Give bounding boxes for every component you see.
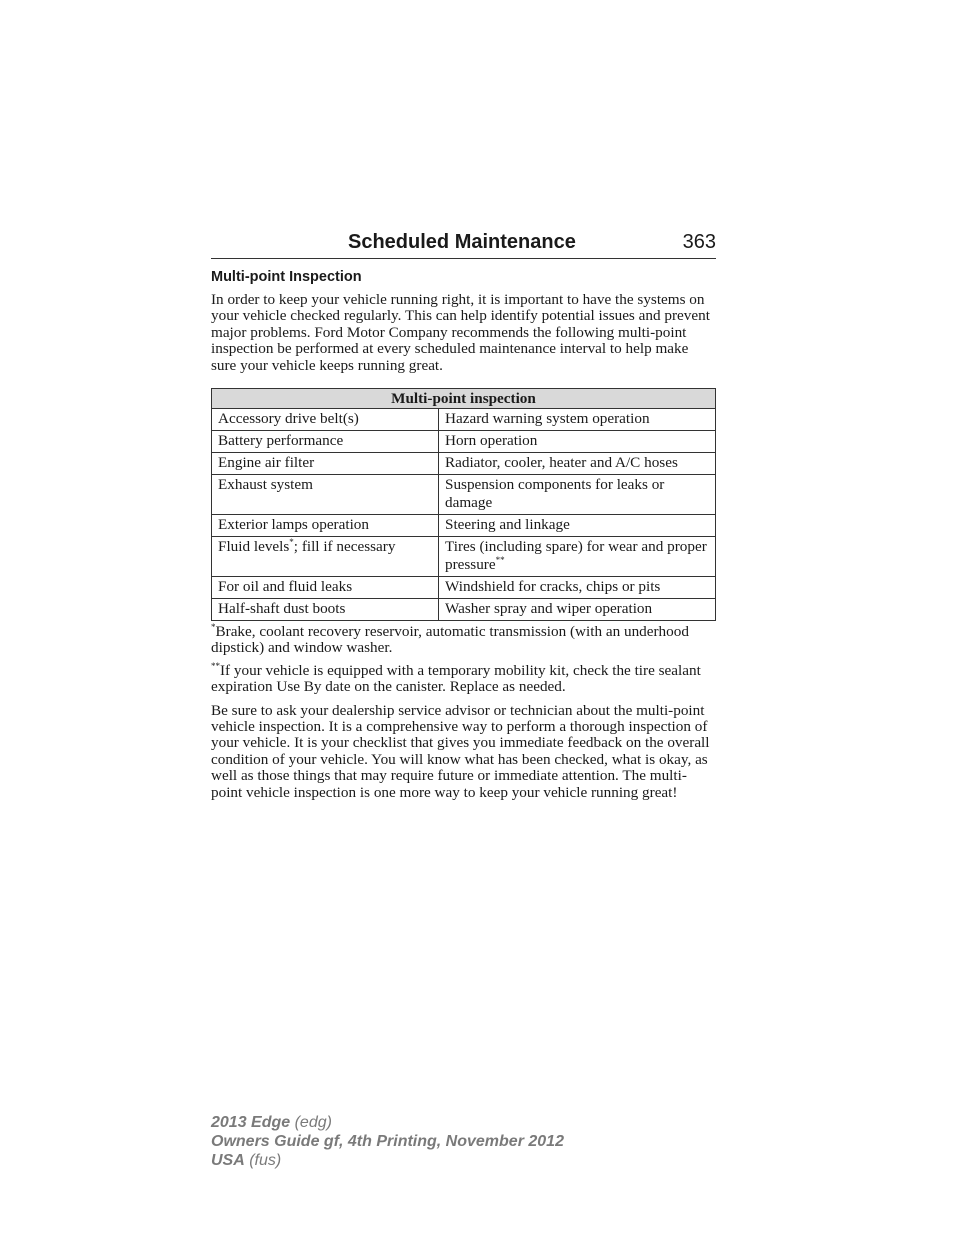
table-row xyxy=(212,475,716,515)
footer-line-3 xyxy=(211,1151,564,1170)
cell-text: Tires (including spare) for wear and proper pressure xyxy=(445,538,707,574)
table-row xyxy=(212,453,716,475)
footnote-2 xyxy=(211,660,716,696)
inspection-table xyxy=(211,388,716,621)
cell-text: Accessory drive belt(s) xyxy=(218,410,359,428)
cell-text: Half-shaft dust boots xyxy=(218,600,346,618)
cell-text: Fluid levels xyxy=(218,538,290,556)
cell-text: Washer spray and wiper operation xyxy=(445,600,653,618)
footnote-text: Brake, coolant recovery reservoir, automatic transmission (with an underhood dipstick) and window washer. xyxy=(211,623,689,657)
intro-paragraph: In order to keep your vehicle running right, it is important to have the systems on your vehicle checked regularly. This can help identify potential issues and prevent major problems. Ford Motor Company recommends the following multi-point inspection be performed at every scheduled maintenance interval to help make sure your vehicle keeps running great. xyxy=(211,291,710,374)
table-cell-left xyxy=(212,475,439,515)
table-header-row xyxy=(212,389,716,409)
section-title: Multi-point Inspection xyxy=(211,269,362,285)
cell-text: Suspension components for leaks or damage xyxy=(445,476,665,512)
footer-line-2 xyxy=(211,1132,564,1151)
cell-text: Steering and linkage xyxy=(445,516,570,534)
footnote-marker: * xyxy=(211,621,216,632)
footer-model-code: (edg) xyxy=(290,1114,332,1131)
table-cell-left xyxy=(212,537,439,577)
chapter-title: Scheduled Maintenance xyxy=(348,231,576,253)
cell-text: Battery performance xyxy=(218,432,344,450)
table-row xyxy=(212,409,716,431)
table-cell-left xyxy=(212,515,439,537)
cell-text: ; fill if necessary xyxy=(293,538,396,556)
table-cell-right xyxy=(439,431,716,453)
table-header: Multi-point inspection xyxy=(212,389,716,409)
footer-guide-info: Owners Guide gf, 4th Printing, November 2012 xyxy=(211,1133,564,1150)
table-cell-left xyxy=(212,453,439,475)
table-body xyxy=(212,409,716,621)
table-cell-right xyxy=(439,577,716,599)
page-footer xyxy=(211,1113,564,1170)
table-row xyxy=(212,577,716,599)
footer-region: USA xyxy=(211,1152,245,1169)
footnote-text: If your vehicle is equipped with a temporary mobility kit, check the tire sealant expiration Use By date on the canister. Replace as needed. xyxy=(211,661,701,696)
table-cell-right xyxy=(439,475,716,515)
page-content xyxy=(211,228,716,801)
cell-text: For oil and fluid leaks xyxy=(218,578,353,596)
footer-line-1 xyxy=(211,1113,564,1132)
cell-text: Horn operation xyxy=(445,432,538,450)
table-cell-left xyxy=(212,409,439,431)
footnote-1 xyxy=(211,621,716,657)
table-cell-left xyxy=(212,577,439,599)
page-number: 363 xyxy=(682,231,716,253)
footer-model: 2013 Edge xyxy=(211,1114,291,1131)
table-cell-left xyxy=(212,431,439,453)
footer-region-code: (fus) xyxy=(244,1152,282,1169)
table-cell-left xyxy=(212,599,439,621)
table-row xyxy=(212,599,716,621)
table-cell-right xyxy=(439,453,716,475)
table-cell-right xyxy=(439,409,716,431)
table-cell-right xyxy=(439,599,716,621)
table-row xyxy=(212,431,716,453)
footnote-marker: ** xyxy=(211,660,220,671)
footnote-marker: * xyxy=(289,536,294,547)
cell-text: Windshield for cracks, chips or pits xyxy=(445,578,661,596)
table-row xyxy=(212,515,716,537)
table-cell-right xyxy=(439,515,716,537)
page-header xyxy=(211,228,716,259)
table-cell-right xyxy=(439,537,716,577)
table-row xyxy=(212,537,716,577)
footnote-marker: ** xyxy=(495,554,505,565)
closing-paragraph: Be sure to ask your dealership service advisor or technician about the multi-point vehicle inspection. It is a comprehensive way to perform a thorough inspection of your vehicle. It is your checklist that gives you immediate feedback on the overall condition of your vehicle. You will know what has been checked, what is okay, as well as those things that may require future or immediate attention. The multi-point vehicle inspection is one more way to keep your vehicle running great! xyxy=(211,701,710,801)
cell-text: Engine air filter xyxy=(218,454,315,472)
cell-text: Exterior lamps operation xyxy=(218,516,369,534)
cell-text: Exhaust system xyxy=(218,476,313,494)
cell-text: Hazard warning system operation xyxy=(445,410,650,428)
cell-text: Radiator, cooler, heater and A/C hoses xyxy=(445,454,678,472)
